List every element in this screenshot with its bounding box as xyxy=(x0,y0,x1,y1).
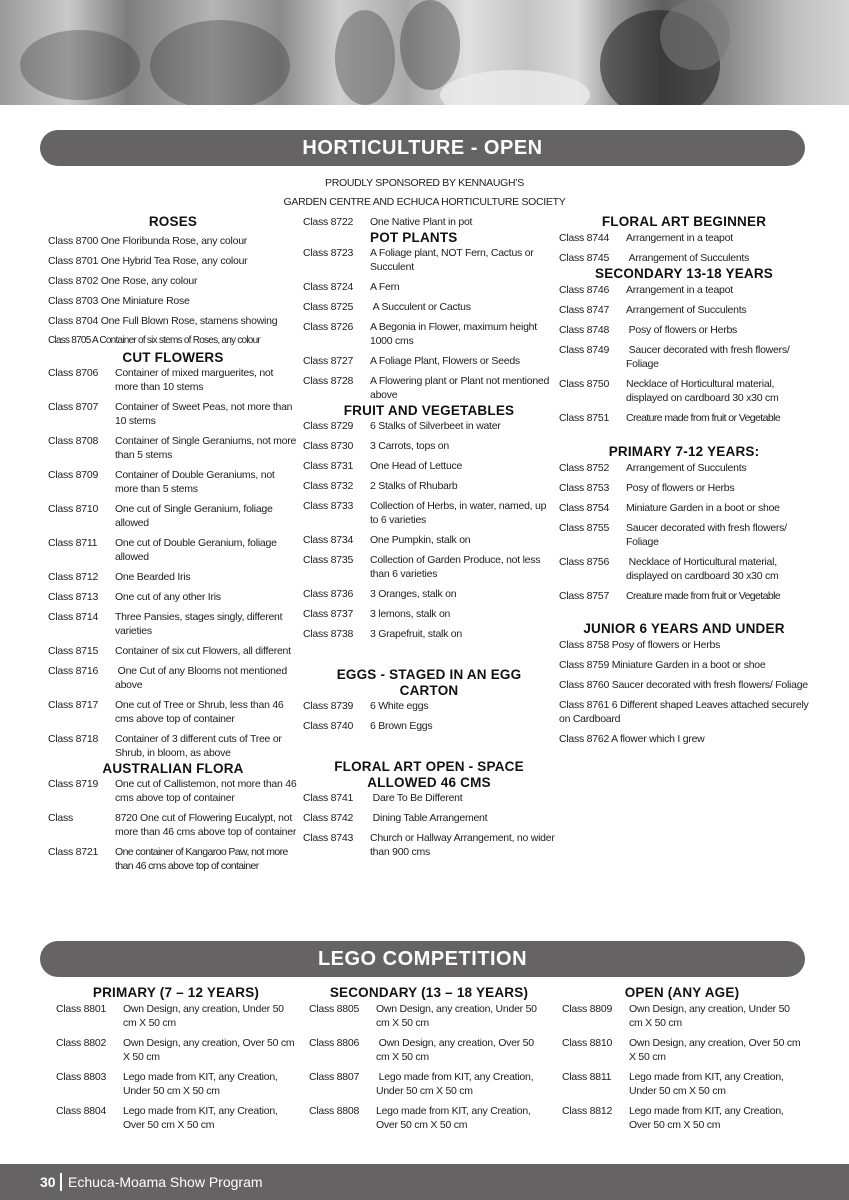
class-description: Lego made from KIT, any Creation, Under 50 cm X 50 cm xyxy=(629,1071,787,1097)
heading-lego-primary: PRIMARY (7 – 12 YEARS) xyxy=(92,985,260,1000)
list-item xyxy=(303,300,555,314)
list-item: Class 8701 One Hybrid Tea Rose, any colour xyxy=(48,255,248,267)
class-number: Class 8734 xyxy=(303,534,354,546)
lego-column-open xyxy=(562,985,802,1138)
class-description: One cut of Double Geranium, foliage allowed xyxy=(115,537,280,563)
class-number: Class 8708 xyxy=(48,435,99,447)
class-description: Container of mixed marguerites, not more than 10 stems xyxy=(115,367,276,393)
class-number: Class 8722 xyxy=(303,216,354,228)
list-item xyxy=(303,607,555,621)
class-description: Own Design, any creation, Under 50 cm X 50 cm xyxy=(123,1003,287,1029)
list-item xyxy=(48,570,298,584)
list-item xyxy=(559,589,809,603)
list-item xyxy=(48,400,298,428)
class-number: Class 8738 xyxy=(303,628,354,640)
class-number: Class 8741 xyxy=(303,792,354,804)
list-item xyxy=(303,374,555,402)
list-item: Class 8758 Posy of flowers or Herbs xyxy=(559,639,721,651)
class-number: Class 8806 xyxy=(309,1037,360,1049)
class-number: Class 8745 xyxy=(559,252,610,264)
class-description: Lego made from KIT, any Creation, Over 50 cm X 50 cm xyxy=(376,1105,534,1131)
class-description: Collection of Herbs, in water, named, up to 6 varieties xyxy=(370,500,549,526)
list-item: Class 8700 One Floribunda Rose, any colour xyxy=(48,235,248,247)
class-number: Class xyxy=(48,812,74,824)
list-item xyxy=(48,664,298,692)
list-item xyxy=(56,1036,296,1064)
column-2 xyxy=(303,215,558,865)
class-number: Class 8732 xyxy=(303,480,354,492)
class-number: Class 8713 xyxy=(48,591,99,603)
list-item xyxy=(303,439,555,453)
class-description: Container of 3 different cuts of Tree or Shrub, in bloom, as above xyxy=(115,733,285,759)
lego-column-secondary xyxy=(309,985,549,1138)
class-number: Class 8727 xyxy=(303,355,354,367)
class-description: Container of Double Geraniums, not more than 5 stems xyxy=(115,469,278,495)
class-number: Class 8737 xyxy=(303,608,354,620)
list-item xyxy=(48,590,298,604)
class-description: Arrangement in a teapot xyxy=(626,284,733,296)
class-description: Posy of flowers or Herbs xyxy=(626,324,738,336)
class-number: Class 8723 xyxy=(303,247,354,259)
list-item xyxy=(559,377,809,405)
class-description: Container of six cut Flowers, all different xyxy=(115,645,291,657)
class-description: A Begonia in Flower, maximum height 1000 cms xyxy=(370,321,540,347)
class-number: Class 8751 xyxy=(559,412,610,424)
class-number: Class 8725 xyxy=(303,301,354,313)
list-item xyxy=(48,777,298,805)
heading-eggs: EGGS - STAGED IN AN EGG CARTON xyxy=(336,667,522,698)
class-number: Class 8801 xyxy=(56,1003,107,1015)
heading-australian-flora: AUSTRALIAN FLORA xyxy=(102,761,244,776)
page-number: 30 xyxy=(40,1174,56,1190)
list-item xyxy=(303,459,555,473)
class-number: Class 8749 xyxy=(559,344,610,356)
list-item xyxy=(303,354,555,368)
list-item xyxy=(562,1070,802,1098)
class-description: Own Design, any creation, Over 50 cm X 50 cm xyxy=(376,1037,537,1063)
roses-list xyxy=(48,234,298,348)
class-number: Class 8811 xyxy=(562,1071,612,1083)
class-number: Class 8730 xyxy=(303,440,354,452)
list-item: Class 8702 One Rose, any colour xyxy=(48,275,198,287)
list-item: Class 8760 Saucer decorated with fresh flowers/ Foliage xyxy=(559,679,808,691)
list-item xyxy=(303,699,555,713)
class-description: Lego made from KIT, any Creation, Under 50 cm X 50 cm xyxy=(376,1071,536,1097)
class-description: Lego made from KIT, any Creation, Under 50 cm X 50 cm xyxy=(123,1071,281,1097)
pot-plants-list xyxy=(303,246,555,402)
class-number: Class 8744 xyxy=(559,232,610,244)
class-number: Class 8716 xyxy=(48,665,99,677)
class-description: Posy of flowers or Herbs xyxy=(626,482,735,494)
heading-secondary-13-18: SECONDARY 13-18 YEARS xyxy=(594,266,773,281)
list-item xyxy=(48,366,298,394)
list-item xyxy=(56,1070,296,1098)
class-number: Class 8812 xyxy=(562,1105,613,1117)
heading-fruit-vegetables: FRUIT AND VEGETABLES xyxy=(343,403,515,418)
class-number: Class 8706 xyxy=(48,367,99,379)
class-description: A Flowering plant or Plant not mentioned above xyxy=(370,375,552,401)
class-description: Necklace of Horticultural material, displayed on cardboard 30 x30 cm xyxy=(626,556,780,582)
class-description: A Succulent or Cactus xyxy=(370,301,471,313)
list-item xyxy=(48,536,298,564)
list-item: Class 8704 One Full Blown Rose, stamens showing xyxy=(48,315,278,327)
class-number: Class 8712 xyxy=(48,571,99,583)
class-description: Lego made from KIT, any Creation, Over 50 cm X 50 cm xyxy=(123,1105,281,1131)
primary-list xyxy=(559,461,809,603)
class-description: 2 Stalks of Rhubarb xyxy=(370,480,458,492)
class-number: Class 8726 xyxy=(303,321,354,333)
class-description: Own Design, any creation, Over 50 cm X 50 cm xyxy=(629,1037,803,1063)
floral-art-open-list xyxy=(303,791,558,859)
class-description: Arrangement of Succulents xyxy=(626,252,750,264)
heading-cut-flowers: CUT FLOWERS xyxy=(122,350,224,365)
list-item xyxy=(559,501,809,515)
class-number: Class 8748 xyxy=(559,324,610,336)
footer-title: Echuca-Moama Show Program xyxy=(68,1174,263,1190)
class-number: Class 8802 xyxy=(56,1037,107,1049)
list-item xyxy=(48,732,298,760)
class-number: Class 8757 xyxy=(559,590,610,602)
list-item xyxy=(303,831,558,859)
list-item xyxy=(48,502,298,530)
class-description: Miniature Garden in a boot or shoe xyxy=(626,502,780,514)
class-description: A Foliage plant, NOT Fern, Cactus or Succulent xyxy=(370,247,537,273)
section-bar-horticulture xyxy=(40,130,805,166)
list-item xyxy=(48,698,298,726)
list-item xyxy=(303,246,555,274)
class-description: 3 Carrots, tops on xyxy=(370,440,449,452)
class-number: Class 8728 xyxy=(303,375,354,387)
list-item xyxy=(559,521,809,549)
photo-banner xyxy=(0,0,849,105)
class-number: Class 8707 xyxy=(48,401,99,413)
class-description: Arrangement of Succulents xyxy=(626,304,747,316)
class-number: Class 8714 xyxy=(48,611,99,623)
class-description: Own Design, any creation, Over 50 cm X 50 cm xyxy=(123,1037,297,1063)
fruit-vegetables-list xyxy=(303,419,555,641)
junior-list xyxy=(559,638,809,746)
list-item xyxy=(303,320,555,348)
heading-lego-open: OPEN (ANY AGE) xyxy=(624,985,740,1000)
class-number: Class 8746 xyxy=(559,284,610,296)
secondary-list xyxy=(559,283,809,425)
list-item: Class 8761 6 Different shaped Leaves attached securely on Cardboard xyxy=(559,699,809,725)
class-number: Class 8724 xyxy=(303,281,354,293)
class-description: Container of Sweet Peas, not more than 10 stems xyxy=(115,401,295,427)
class-number: Class 8710 xyxy=(48,503,99,515)
class-number: Class 8805 xyxy=(309,1003,360,1015)
list-item xyxy=(48,468,298,496)
lego-primary-list xyxy=(56,1002,296,1132)
class-number: Class 8750 xyxy=(559,378,610,390)
list-item xyxy=(559,461,809,475)
class-number: Class 8740 xyxy=(303,720,354,732)
class-number: Class 8715 xyxy=(48,645,99,657)
page-footer xyxy=(0,1164,849,1200)
list-item xyxy=(48,811,298,839)
class-description: One container of Kangaroo Paw, not more than 46 cms above top of container xyxy=(115,846,291,872)
list-item xyxy=(309,1036,549,1064)
class-number: Class 8743 xyxy=(303,832,354,844)
class-description: Arrangement in a teapot xyxy=(626,232,733,244)
class-description: One cut of Single Geranium, foliage allowed xyxy=(115,503,276,529)
class-description: 3 Oranges, stalk on xyxy=(370,588,457,600)
sponsor-line-2: GARDEN CENTRE AND ECHUCA HORTICULTURE SOCIETY xyxy=(283,196,566,208)
class-description: Dare To Be Different xyxy=(370,792,463,804)
list-item: Class 8703 One Miniature Rose xyxy=(48,295,190,307)
list-item xyxy=(562,1104,802,1132)
class-description: One cut of Callistemon, not more than 46 cms above top of container xyxy=(115,778,300,804)
class-description: Lego made from KIT, any Creation, Over 50 cm X 50 cm xyxy=(629,1105,787,1131)
class-number: Class 8808 xyxy=(309,1105,360,1117)
lego-open-list xyxy=(562,1002,802,1132)
class-description: Saucer decorated with fresh flowers/ Foliage xyxy=(626,522,790,548)
list-item xyxy=(48,644,298,658)
class-description: A Fern xyxy=(370,281,400,293)
class-number: Class 8709 xyxy=(48,469,99,481)
class-number: Class 8721 xyxy=(48,846,99,858)
list-item: Class 8759 Miniature Garden in a boot or shoe xyxy=(559,659,766,671)
class-number: Class 8742 xyxy=(303,812,354,824)
list-item xyxy=(56,1104,296,1132)
list-item xyxy=(56,1002,296,1030)
heading-pot-plants: POT PLANTS xyxy=(370,230,458,245)
list-item xyxy=(559,283,809,297)
class-number: Class 8731 xyxy=(303,460,354,472)
eggs-list xyxy=(303,699,555,733)
list-item xyxy=(559,343,809,371)
heading-roses: ROSES xyxy=(148,214,198,229)
list-item xyxy=(559,303,809,317)
section-bar-lego xyxy=(40,941,805,977)
list-item xyxy=(309,1104,549,1132)
class-description: One cut of any other Iris xyxy=(115,591,221,603)
class-number: Class 8736 xyxy=(303,588,354,600)
list-item xyxy=(48,610,298,638)
footer-divider xyxy=(60,1173,62,1191)
class-number: Class 8735 xyxy=(303,554,354,566)
list-item xyxy=(559,251,809,265)
class-description: Creature made from fruit or Vegetable xyxy=(626,412,781,424)
class-number: Class 8752 xyxy=(559,462,610,474)
class-description: Three Pansies, stages singly, different varieties xyxy=(115,611,285,637)
list-item: Class 8705 A Container of six stems of Roses, any colour xyxy=(48,335,261,346)
class-description: Creature made from fruit or Vegetable xyxy=(626,590,781,602)
class-description: 8720 One cut of Flowering Eucalypt, not more than 46 cms above top of container xyxy=(115,812,297,838)
heading-floral-art-open: FLORAL ART OPEN - SPACE ALLOWED 46 CMS xyxy=(334,759,524,790)
class-number: Class 8719 xyxy=(48,778,99,790)
class-number: Class 8810 xyxy=(562,1037,613,1049)
class-description: A Foliage Plant, Flowers or Seeds xyxy=(370,355,520,367)
class-number: Class 8756 xyxy=(559,556,610,568)
list-item xyxy=(48,845,298,873)
class-description: Collection of Garden Produce, not less than 6 varieties xyxy=(370,554,543,580)
class-number: Class 8711 xyxy=(48,537,98,549)
class-description: One Native Plant in pot xyxy=(370,216,473,228)
list-item xyxy=(559,231,809,245)
class-number: Class 8718 xyxy=(48,733,99,745)
australian-flora-list-continued xyxy=(303,215,555,229)
class-description: One Bearded Iris xyxy=(115,571,191,583)
class-number: Class 8803 xyxy=(56,1071,107,1083)
class-description: Necklace of Horticultural material, displayed on cardboard 30 x30 cm xyxy=(626,378,779,404)
heading-lego-secondary: SECONDARY (13 – 18 YEARS) xyxy=(329,985,529,1000)
list-item xyxy=(303,811,555,825)
column-3 xyxy=(559,214,809,752)
list-item xyxy=(303,791,555,805)
class-number: Class 8809 xyxy=(562,1003,613,1015)
list-item xyxy=(559,481,809,495)
class-number: Class 8747 xyxy=(559,304,610,316)
class-description: One Cut of any Blooms not mentioned above xyxy=(115,665,290,691)
class-description: One Pumpkin, stalk on xyxy=(370,534,471,546)
class-description: Arrangement of Succulents xyxy=(626,462,747,474)
class-description: 6 Stalks of Silverbeet in water xyxy=(370,420,501,432)
australian-flora-list xyxy=(48,777,298,873)
class-number: Class 8717 xyxy=(48,699,99,711)
class-description: Saucer decorated with fresh flowers/ Foliage xyxy=(626,344,793,370)
class-description: Church or Hallway Arrangement, no wider than 900 cms xyxy=(370,832,558,858)
list-item xyxy=(303,719,555,733)
heading-primary-7-12: PRIMARY 7-12 YEARS: xyxy=(608,444,760,459)
class-description: Own Design, any creation, Under 50 cm X 50 cm xyxy=(376,1003,540,1029)
list-item xyxy=(48,434,298,462)
column-1 xyxy=(48,214,298,879)
class-description: One cut of Tree or Shrub, less than 46 cms above top of container xyxy=(115,699,287,725)
section-title-lego: LEGO COMPETITION xyxy=(317,948,528,970)
class-number: Class 8755 xyxy=(559,522,610,534)
list-item xyxy=(562,1036,802,1064)
list-item xyxy=(559,411,809,425)
class-description: 6 White eggs xyxy=(370,700,429,712)
list-item xyxy=(559,323,809,337)
lego-secondary-list xyxy=(309,1002,549,1132)
list-item xyxy=(303,499,555,527)
list-item xyxy=(303,533,555,547)
cut-flowers-list xyxy=(48,366,298,760)
class-number: Class 8804 xyxy=(56,1105,107,1117)
class-description: Container of Single Geraniums, not more than 5 stems xyxy=(115,435,299,461)
lego-column-primary xyxy=(56,985,296,1138)
class-number: Class 8729 xyxy=(303,420,354,432)
list-item xyxy=(303,215,555,229)
list-item xyxy=(303,627,555,641)
heading-floral-art-beginner: FLORAL ART BEGINNER xyxy=(601,214,767,229)
list-item xyxy=(309,1002,549,1030)
class-description: 3 Grapefruit, stalk on xyxy=(370,628,462,640)
class-description: 3 lemons, stalk on xyxy=(370,608,451,620)
list-item xyxy=(303,553,555,581)
class-number: Class 8754 xyxy=(559,502,610,514)
list-item xyxy=(303,587,555,601)
class-number: Class 8733 xyxy=(303,500,354,512)
heading-junior: JUNIOR 6 YEARS AND UNDER xyxy=(583,621,785,636)
class-number: Class 8753 xyxy=(559,482,610,494)
sponsor-line-1: PROUDLY SPONSORED BY KENNAUGH’S xyxy=(324,177,524,189)
class-description: Dining Table Arrangement xyxy=(370,812,488,824)
class-number: Class 8807 xyxy=(309,1071,360,1083)
list-item xyxy=(303,419,555,433)
class-description: 6 Brown Eggs xyxy=(370,720,433,732)
class-description: One Head of Lettuce xyxy=(370,460,463,472)
list-item xyxy=(559,555,809,583)
list-item xyxy=(303,280,555,294)
section-title-horticulture: HORTICULTURE - OPEN xyxy=(302,137,543,159)
class-description: Own Design, any creation, Under 50 cm X 50 cm xyxy=(629,1003,793,1029)
floral-art-beginner-list xyxy=(559,231,809,265)
list-item: Class 8762 A flower which I grew xyxy=(559,733,705,745)
class-number: Class 8739 xyxy=(303,700,354,712)
list-item xyxy=(309,1070,549,1098)
list-item xyxy=(562,1002,802,1030)
list-item xyxy=(303,479,555,493)
